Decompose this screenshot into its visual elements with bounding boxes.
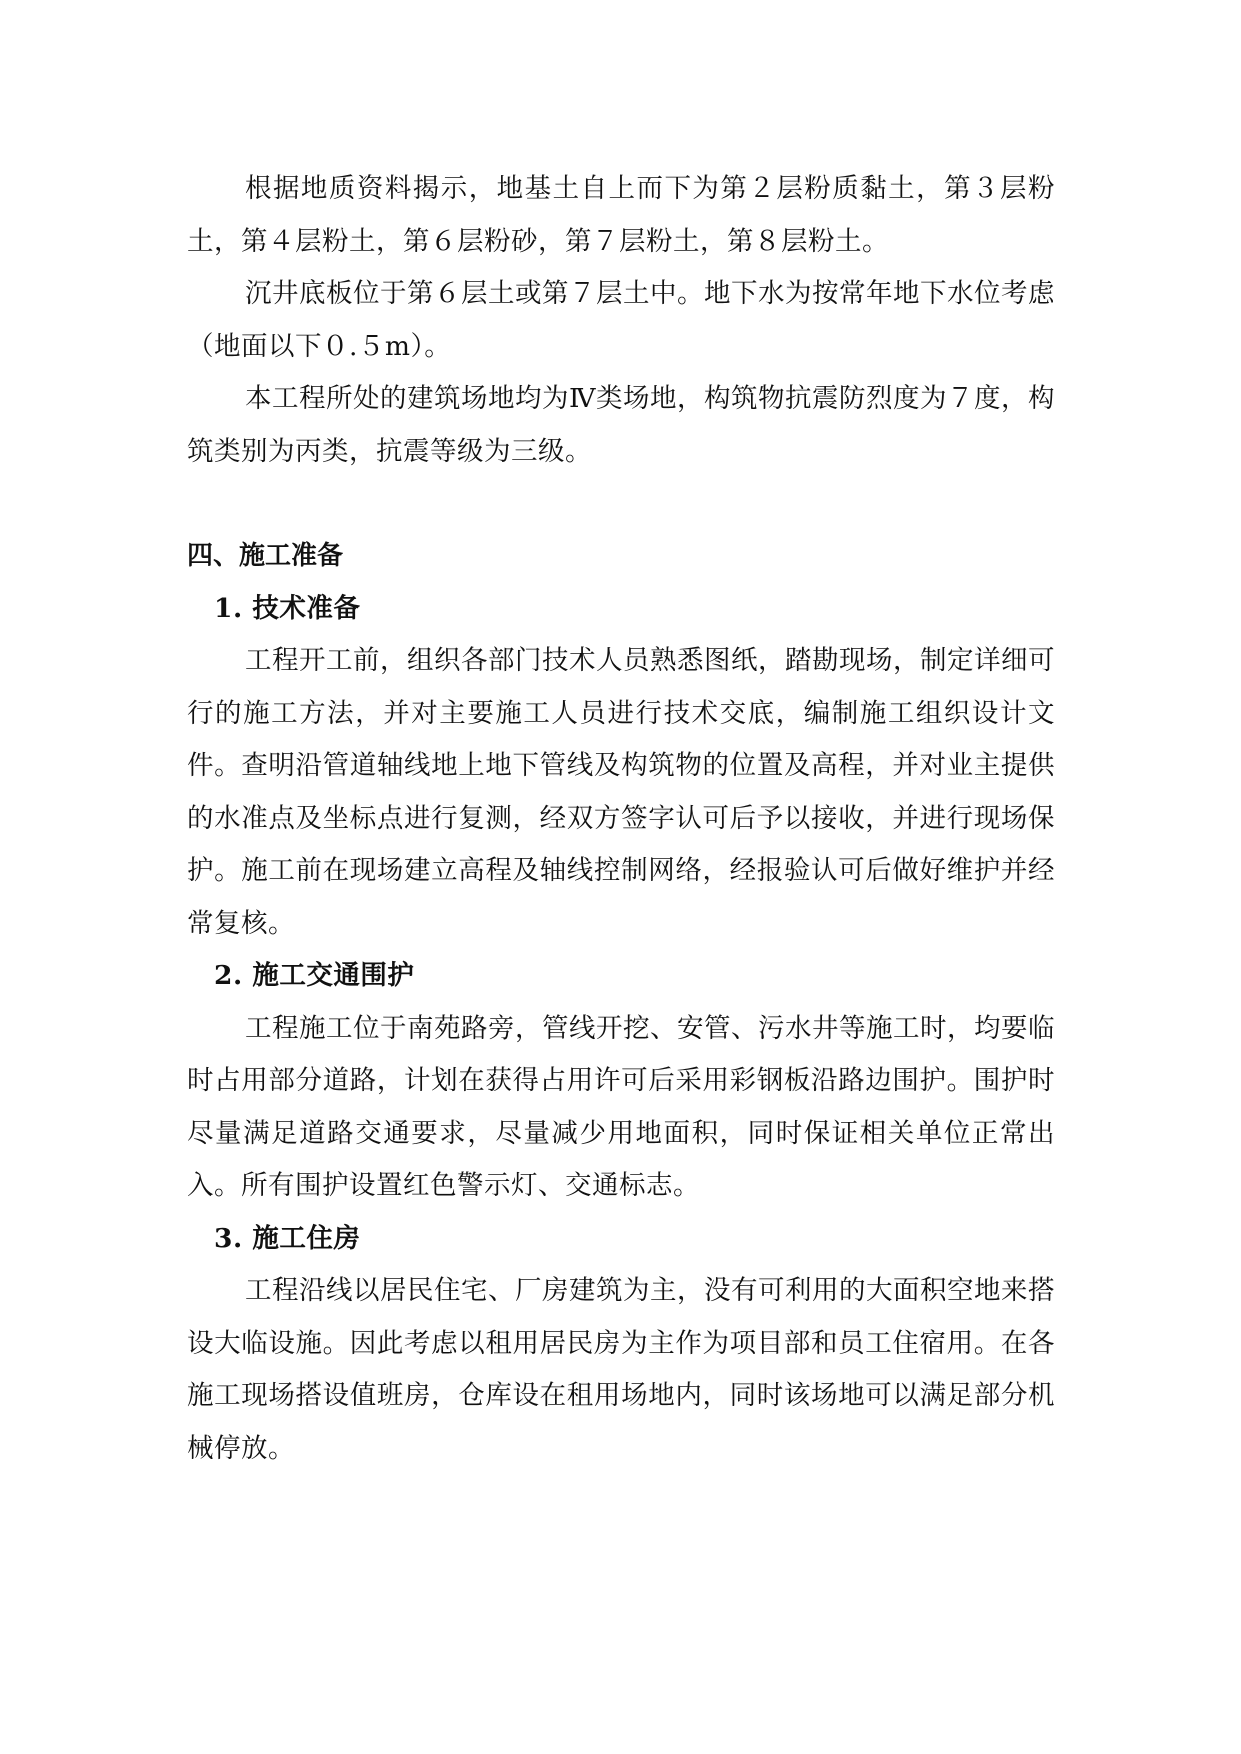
- paragraph-housing: 工程沿线以居民住宅、厂房建筑为主，没有可利用的大面积空地来搭设大临设施。因此考虑以租用居民房为主作为项目部和员工住宿用。在各施工现场搭设值班房，仓库设在租用场地内，同时该场地可以满足部分机械停放。: [187, 1275, 1055, 1464]
- subheading-technical-prep: 1. 技术准备: [214, 592, 361, 624]
- paragraph-geology: 根据地质资料揭示，地基土自上而下为第２层粉质黏土，第３层粉土，第４层粉土，第６层粉砂，第７层粉土，第８层粉土。: [187, 173, 1055, 257]
- paragraph-technical-prep: 工程开工前，组织各部门技术人员熟悉图纸，踏勘现场，制定详细可行的施工方法，并对主要施工人员进行技术交底，编制施工组织设计文件。查明沿管道轴线地上地下管线及构筑物的位置及高程，并对业主提供的水准点及坐标点进行复测，经双方签字认可后予以接收，并进行现场保护。施工前在现场建立高程及轴线控制网络，经报验认可后做好维护并经常复核。: [187, 645, 1055, 939]
- document-body: [187, 163, 1055, 1475]
- paragraph-caisson: 沉井底板位于第６层土或第７层土中。地下水为按常年地下水位考虑（地面以下０.５m）。: [187, 278, 1055, 362]
- section-heading: 四、施工准备: [187, 541, 344, 571]
- paragraph-traffic-enclosure: 工程施工位于南苑路旁，管线开挖、安管、污水井等施工时，均要临时占用部分道路，计划在获得占用许可后采用彩钢板沿路边围护。围护时尽量满足道路交通要求，尽量减少用地面积，同时保证相关单位正常出入。所有围护设置红色警示灯、交通标志。: [187, 1012, 1055, 1201]
- paragraph-seismic: 本工程所处的建筑场地均为Ⅳ类场地，构筑物抗震防烈度为７度，构筑类别为丙类，抗震等级为三级。: [187, 383, 1055, 467]
- subheading-traffic-enclosure: 2. 施工交通围护: [214, 960, 415, 991]
- section-spacer: [187, 478, 1055, 530]
- subheading-housing: 3. 施工住房: [214, 1222, 361, 1254]
